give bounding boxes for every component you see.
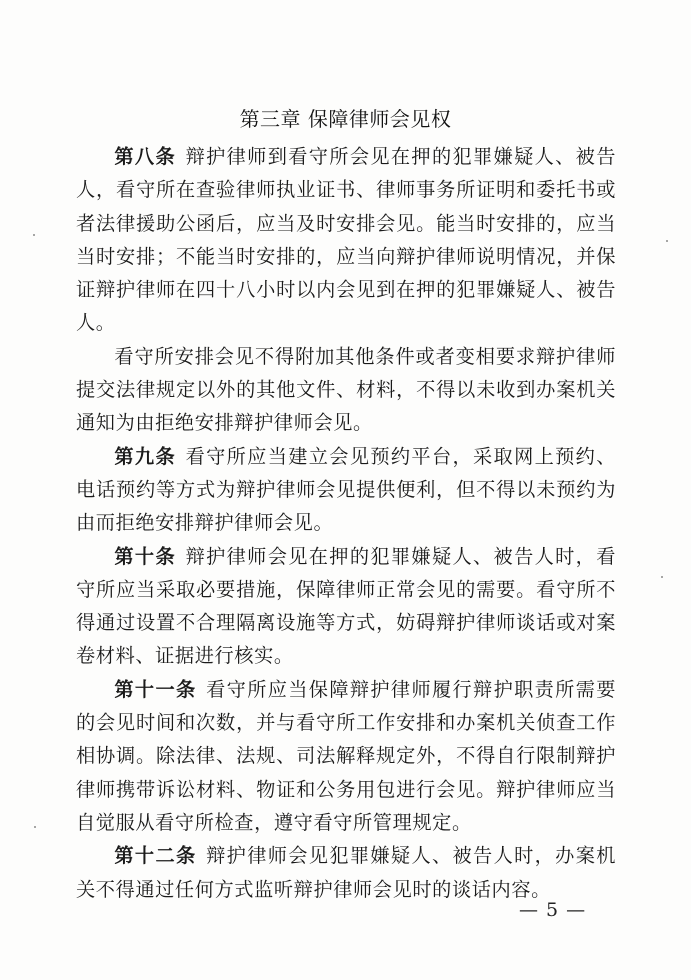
- article-text: 辩护律师会见在押的犯罪嫌疑人、被告人时，看守所应当采取必要措施，保障律师正常会见的需要。看守所不得通过设置不合理隔离设施等方式，妨碍辩护律师谈话或对案卷材料、证据进行核实。: [76, 544, 616, 668]
- article-label: 第十一条: [114, 677, 197, 701]
- article-11: [76, 673, 616, 839]
- article-8: [76, 140, 616, 340]
- article-8-paragraph-2: [76, 340, 616, 440]
- article-text: 看守所应当保障辩护律师履行辩护职责所需要的会见时间和次数，并与看守所工作安排和办案机关侦查工作相协调。除法律、法规、司法解释规定外，不得自行限制辩护律师携带诉讼材料、物证和公务用包进行会见。辩护律师应当自觉服从看守所检查，遵守看守所管理规定。: [76, 677, 617, 834]
- article-label: 第九条: [114, 444, 176, 468]
- article-text: 辩护律师会见犯罪嫌疑人、被告人时，办案机关不得通过任何方式监听辩护律师会见时的谈话内容。: [76, 844, 617, 901]
- document-body: [76, 140, 616, 906]
- scan-speck: [34, 826, 36, 828]
- scan-speck: [666, 240, 668, 242]
- article-label: 第八条: [114, 145, 176, 168]
- article-10: [76, 540, 616, 673]
- article-label: 第十条: [114, 544, 176, 568]
- scan-speck: [661, 576, 663, 578]
- article-9: [76, 440, 616, 540]
- chapter-title: 第三章 保障律师会见权: [239, 107, 452, 131]
- page-number: — 5 —: [519, 899, 587, 921]
- article-text: 看守所应当建立会见预约平台，采取网上预约、电话预约等方式为辩护律师会见提供便利，但不得以未预约为由而拒绝安排辩护律师会见。: [76, 444, 616, 535]
- article-12: [76, 839, 616, 906]
- article-label: 第十二条: [114, 844, 197, 868]
- article-text: 辩护律师到看守所会见在押的犯罪嫌疑人、被告人，看守所在查验律师执业证书、律师事务所证明和委托书或者法律援助公函后，应当及时安排会见。能当时安排的，应当当时安排；不能当时安排的，应当向辩护律师说明情况，并保证辩护律师在四十八小时以内会见到在押的犯罪嫌疑人、被告人。: [76, 145, 616, 335]
- scan-speck: [33, 234, 35, 236]
- article-text: 看守所安排会见不得附加其他条件或者变相要求辩护律师提交法律规定以外的其他文件、材料，不得以未收到办案机关通知为由拒绝安排辩护律师会见。: [76, 344, 616, 435]
